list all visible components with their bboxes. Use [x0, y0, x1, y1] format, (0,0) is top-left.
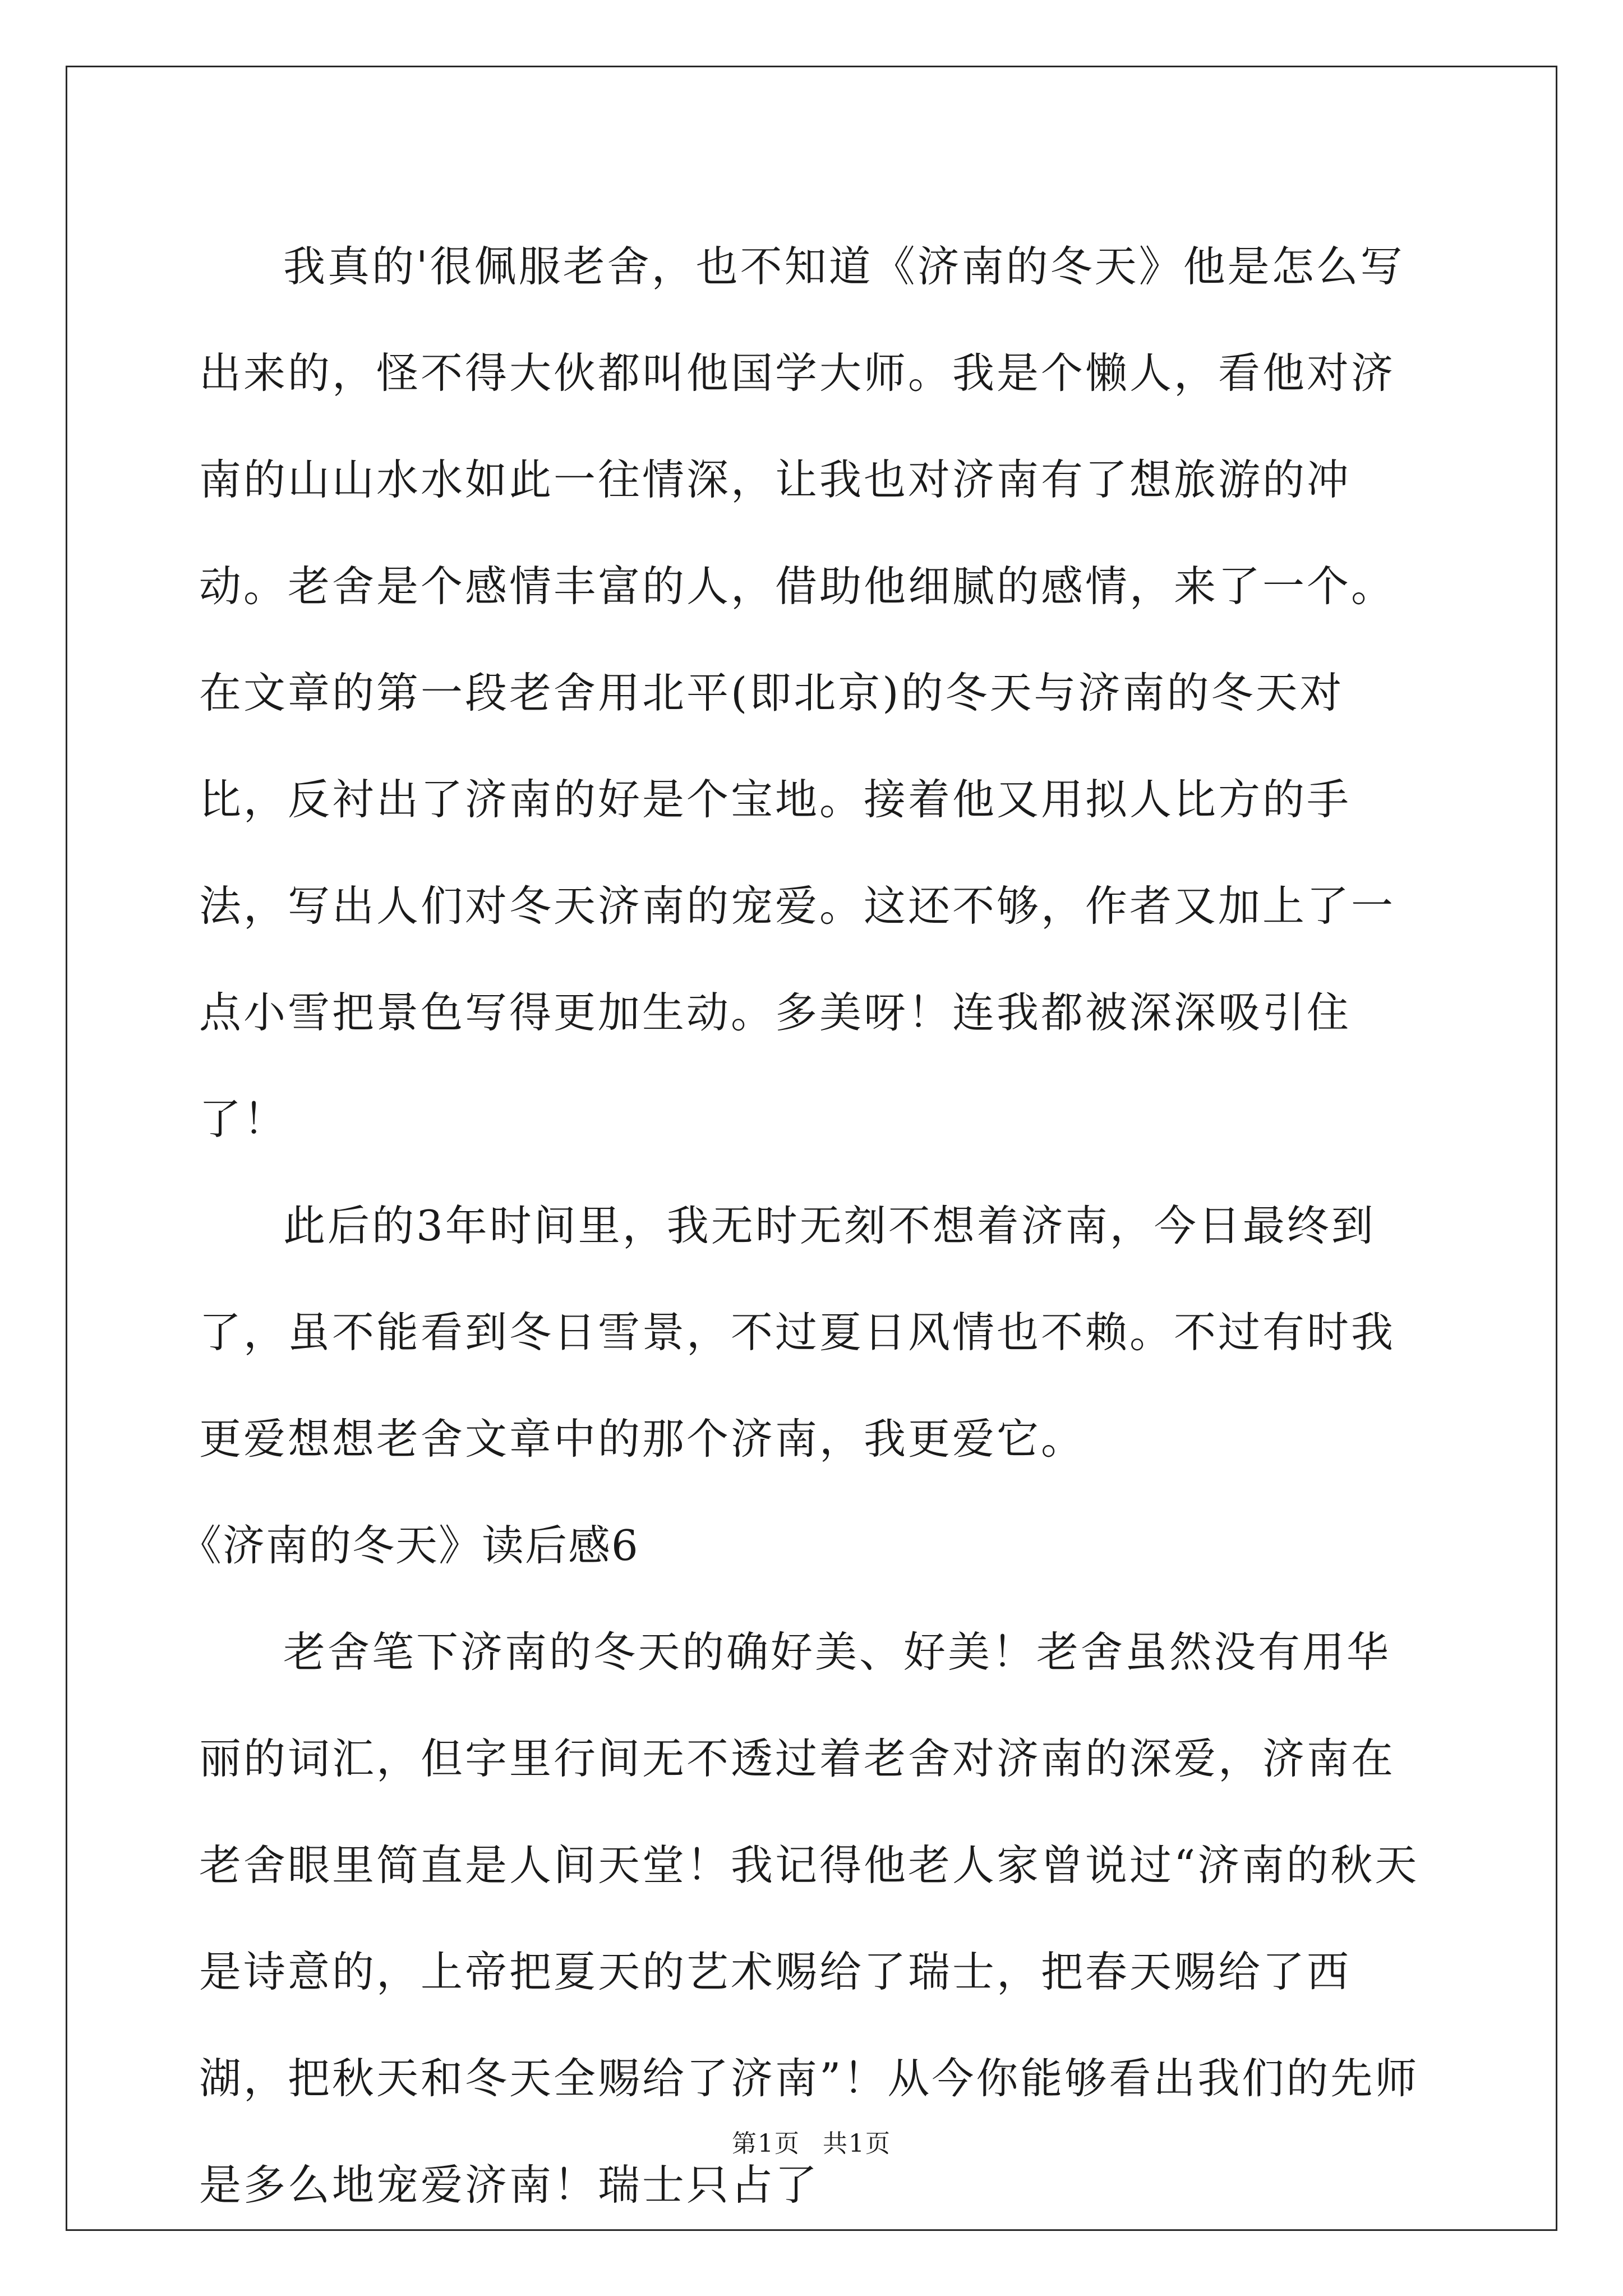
page-number: 第1页: [732, 2129, 800, 2158]
paragraph-3: 老舍笔下济南的冬天的确好美、好美！老舍虽然没有用华丽的词汇，但字里行间无不透过着老舍对济南的深爱，济南在老舍眼里简直是人间天堂！我记得他老人家曾说过“济南的秋天是诗意的，上帝把夏天的艺术赐给了瑞士，把春天赐给了西湖，把秋天和冬天全赐给了济南”！从今你能够看出我们的先师是多么地宠爱济南！瑞士只占了: [199, 1627, 1419, 2210]
paragraph-2: 此后的3年时间里，我无时无刻不想着济南，今日最终到了，虽不能看到冬日雪景，不过夏日风情也不赖。不过有时我更爱想想老舍文章中的那个济南，我更爱它。: [199, 1201, 1396, 1464]
document-body: [179, 213, 1427, 2238]
section-heading: 《济南的冬天》读后感6: [179, 1521, 639, 1570]
page-total: 共1页: [823, 2129, 891, 2158]
page-footer: [0, 2123, 1623, 2159]
paragraph-1: 我真的'很佩服老舍，也不知道《济南的冬天》他是怎么写出来的，怪不得大伙都叫他国学大师。我是个懒人，看他对济南的山山水水如此一往情深，让我也对济南有了想旅游的冲动。老舍是个感情丰富的人，借助他细腻的感情，来了一个。在文章的第一段老舍用北平(即北京)的冬天与济南的冬天对比，反衬出了济南的好是个宝地。接着他又用拟人比方的手法，写出人们对冬天济南的宠爱。这还不够，作者又加上了一点小雪把景色写得更加生动。多美呀！连我都被深深吸引住了！: [199, 242, 1405, 1144]
